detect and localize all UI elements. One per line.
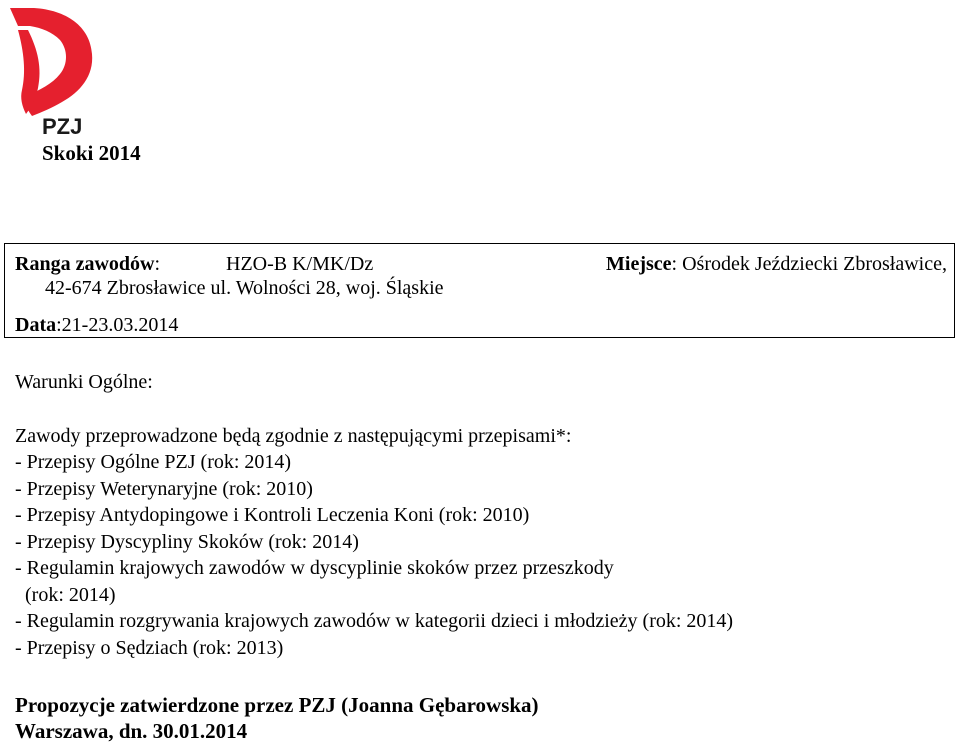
place-field (606, 251, 947, 277)
city-date: Warszawa, dn. 30.01.2014 (15, 719, 248, 743)
date-value: :21-23.03.2014 (56, 314, 179, 336)
rule-item: - Przepisy o Sędziach (rok: 2013) (15, 636, 284, 659)
logo-text: PZJ (42, 114, 83, 138)
place-label: Miejsce (606, 253, 672, 275)
rank-value: HZO-B K/MK/Dz (226, 253, 374, 275)
rule-item: - Przepisy Weterynaryjne (rok: 2010) (15, 477, 313, 500)
date-field (15, 312, 178, 338)
place-value-line1: : Ośrodek Jeździecki Zbrosławice, (671, 253, 947, 275)
general-conditions-heading: Warunki Ogólne: (15, 371, 153, 393)
rules-intro: Zawody przeprowadzone będą zgodnie z następującymi przepisami*: (15, 425, 572, 447)
rules-list (15, 449, 733, 661)
rule-item: - Przepisy Dyscypliny Skoków (rok: 2014) (15, 530, 359, 553)
rank-separator: : (154, 253, 161, 275)
info-row-rank-place (15, 251, 947, 277)
rule-item: - Regulamin krajowych zawodów w dyscyplinie skoków przez przeszkody (15, 557, 614, 579)
rank-label: Ranga zawodów (15, 253, 155, 275)
date-label: Data (15, 314, 57, 336)
rule-item: - Przepisy Antydopingowe i Kontroli Leczenia Koni (rok: 2010) (15, 504, 530, 526)
pzj-logo (4, 2, 104, 138)
pzj-logo-mark (4, 2, 104, 138)
rule-item: - Regulamin rozgrywania krajowych zawodów w kategorii dzieci i młodzieży (rok: 2014) (15, 610, 734, 632)
place-value-line2: 42-674 Zbrosławice ul. Wolności 28, woj. Śląskie (45, 277, 444, 299)
rule-item: - Przepisy Ogólne PZJ (rok: 2014) (15, 451, 292, 473)
competition-info-box (4, 243, 955, 338)
rank-field (15, 251, 160, 277)
document-title: Skoki 2014 (42, 141, 141, 165)
rule-item-continuation: (rok: 2014) (25, 583, 116, 606)
approval-statement: Propozycje zatwierdzone przez PZJ (Joanna Gębarowska) (15, 693, 539, 717)
